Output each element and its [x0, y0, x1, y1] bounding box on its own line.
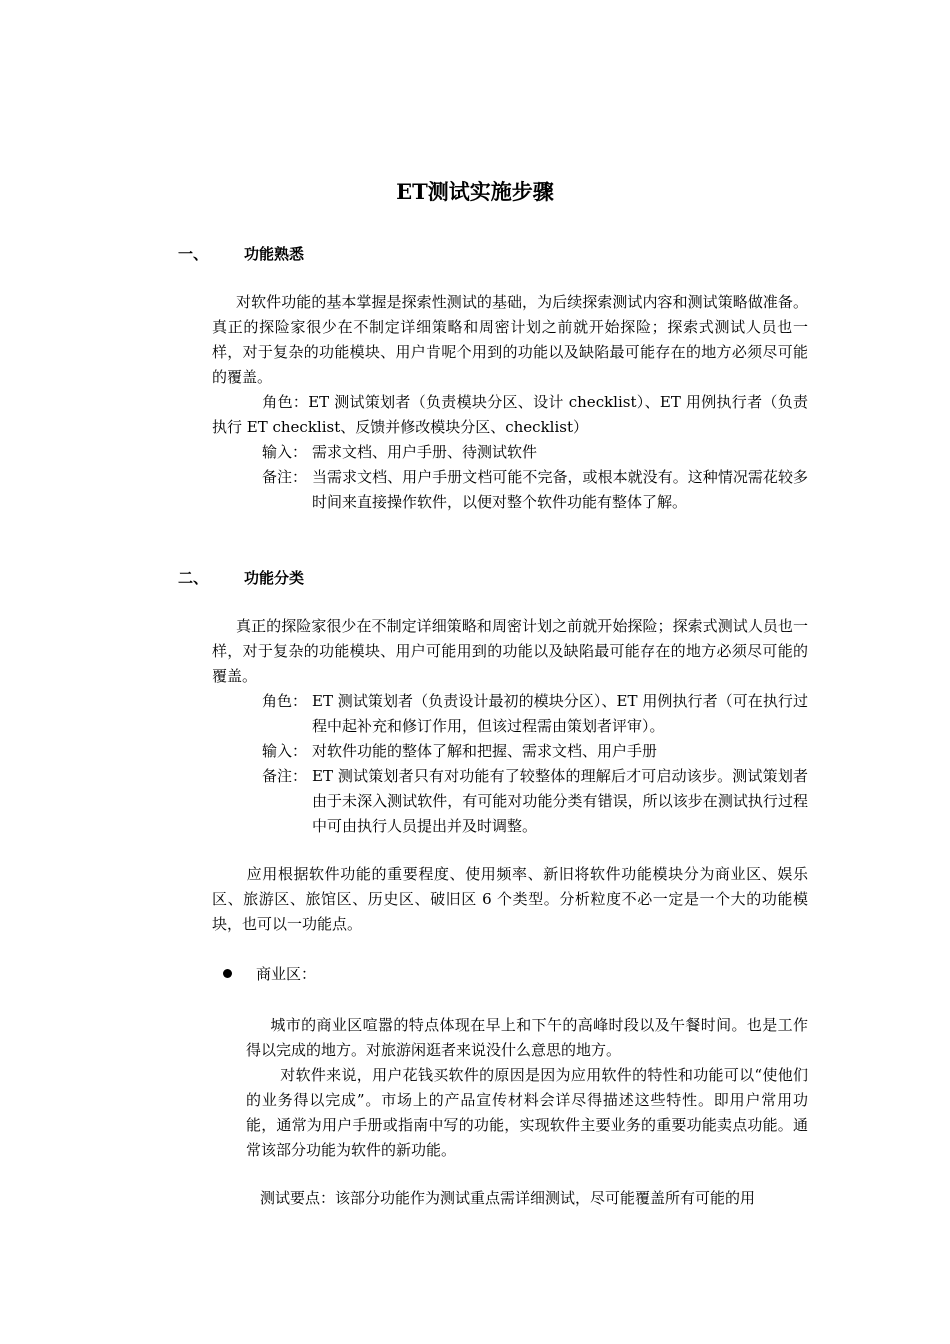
section-2-paragraph-text: 真正的探险家很少在不制定详细策略和周密计划之前就开始探险；探索式测试人员也一样，对于复杂的功能模块、用户可能用到的功能以及缺陷最可能存在的地方必须尽可能的覆盖。	[212, 617, 808, 685]
section-1-paragraph-text: 对软件功能的基本掌握是探索性测试的基础，为后续探索测试内容和测试策略做准备。真正的探险家很少在不制定详细策略和周密计划之前就开始探险；探索式测试人员也一样，对于复杂的功能模块、用户肯呢个用到的功能以及缺陷最可能存在的地方必须尽可能的覆盖。	[212, 293, 808, 386]
bullet-label: 商业区：	[256, 965, 317, 983]
section-2-title: 功能分类	[244, 569, 305, 587]
section-1-paragraph	[212, 290, 808, 390]
section-2-note	[262, 764, 808, 839]
section-1-note	[262, 465, 808, 515]
section-1-role-text: ET 测试策划者（负责模块分区、设计 checklist）、ET 用例执行者（负责执行 ET checklist、反馈并修改模块分区、checklist）	[212, 393, 808, 436]
section-2-paragraph	[212, 614, 808, 689]
section-1-number: 一、	[178, 245, 209, 263]
section-1-role	[212, 390, 808, 440]
business-paragraph-2	[246, 1063, 808, 1163]
document-title: ET测试实施步骤	[396, 179, 554, 204]
business-paragraph-3	[246, 1186, 808, 1211]
section-1-input	[262, 440, 808, 465]
section-2-paragraph-2-text: 应用根据软件功能的重要程度、使用频率、新旧将软件功能模块分为商业区、娱乐区、旅游区、旅馆区、历史区、破旧区 6 个类型。分析粒度不必一定是一个大的功能模块，也可以一功能点。	[212, 865, 808, 933]
section-2-input-label: 输入：	[262, 742, 308, 760]
section-2-role-label: 角色：	[262, 692, 308, 710]
business-paragraph-3-text: 测试要点：该部分功能作为测试重点需详细测试，尽可能覆盖所有可能的用	[260, 1189, 756, 1207]
section-2-paragraph-2	[212, 862, 808, 937]
section-2-role	[262, 689, 808, 739]
section-2-note-text: ET 测试策划者只有对功能有了较整体的理解后才可启动该步。测试策划者由于未深入测试软件，有可能对功能分类有错误，所以该步在测试执行过程中可由执行人员提出并及时调整。	[312, 767, 808, 835]
business-paragraph-1	[246, 1013, 808, 1063]
section-2-heading	[178, 567, 304, 588]
section-1-heading	[178, 243, 304, 264]
bullet-icon	[223, 969, 232, 978]
business-paragraph-1-text: 城市的商业区喧嚣的特点体现在早上和下午的高峰时段以及午餐时间。也是工作得以完成的地方。对旅游闲逛者来说没什么意思的地方。	[246, 1016, 808, 1059]
bullet-item-business	[223, 962, 316, 987]
business-paragraph-2-text: 对软件来说，用户花钱买软件的原因是因为应用软件的特性和功能可以“使他们的业务得以完成”。市场上的产品宣传材料会详尽得描述这些特性。即用户常用功能，通常为用户手册或指南中写的功能，实现软件主要业务的重要功能卖点功能。通常该部分功能为软件的新功能。	[246, 1066, 808, 1159]
section-1-role-label: 角色：	[262, 393, 309, 411]
section-1-note-text: 当需求文档、用户手册文档可能不完备，或根本就没有。这种情况需花较多时间来直接操作软件，以便对整个软件功能有整体了解。	[312, 468, 808, 511]
section-2-input	[262, 739, 808, 764]
section-2-number: 二、	[178, 569, 209, 587]
section-1-note-label: 备注：	[262, 468, 308, 486]
section-2-role-text: ET 测试策划者（负责设计最初的模块分区）、ET 用例执行者（可在执行过程中起补充和修订作用，但该过程需由策划者评审）。	[312, 692, 808, 735]
section-1-input-label: 输入：	[262, 443, 308, 461]
section-1-title: 功能熟悉	[244, 245, 305, 263]
section-1-input-text: 需求文档、用户手册、待测试软件	[312, 443, 538, 461]
section-2-note-label: 备注：	[262, 767, 308, 785]
section-2-input-text: 对软件功能的整体了解和把握、需求文档、用户手册	[312, 742, 658, 760]
